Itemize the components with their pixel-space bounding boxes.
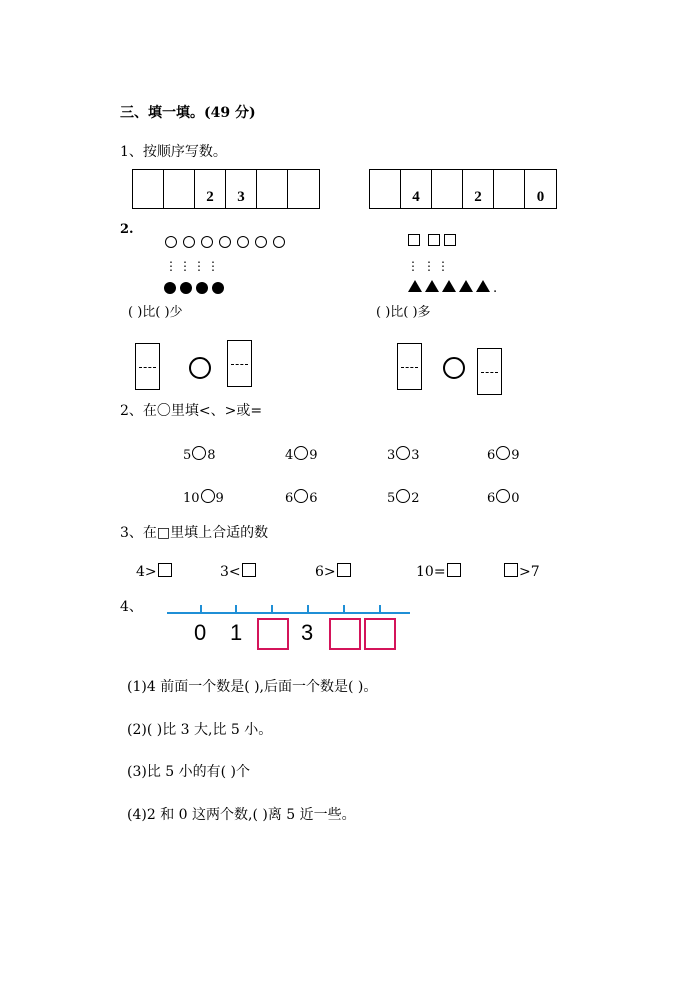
answer-square[interactable] [504,563,518,577]
compare-sentence-left: ( )比( )少 [128,305,183,320]
triangle-icon [408,280,422,292]
fill-item: 3< [220,563,257,581]
compare-item: 5 2 [387,491,420,506]
square-row [408,231,460,250]
filled-dot-icon [212,282,224,294]
compare-circle[interactable] [496,446,510,460]
number-line-answer-box[interactable] [364,618,396,650]
triangle-icon [459,280,473,292]
sequence-grid-left [132,169,320,209]
filled-dot-icon [180,282,192,294]
compare-circle[interactable] [396,489,410,503]
answer-box[interactable] [477,348,502,395]
ring-icon [201,236,213,248]
compare-item: 6 0 [487,491,520,506]
answer-square[interactable] [242,563,256,577]
triangle-icon [425,280,439,292]
ring-icon [273,236,285,248]
q4-sub-2: (2)( )比 3 大,比 5 小。 [127,722,273,738]
filled-dot-icon [196,282,208,294]
triangle-row [408,277,497,297]
ring-icon [237,236,249,248]
compare-circle[interactable] [189,357,211,379]
triangle-icon [442,280,456,292]
filled-dot-icon [164,282,176,294]
q2-label: 2、在〇里填<、>或= [120,403,263,419]
answer-box[interactable] [135,343,160,390]
fill-item: 6> [315,563,352,581]
number-line-answer-box[interactable] [257,618,289,650]
grid-cell[interactable] [164,170,195,208]
number-line-label: 0 [194,620,207,645]
square-icon [428,234,440,246]
q2a-label: 2. [120,222,134,237]
answer-square[interactable] [447,563,461,577]
q4-sub-4: (4)2 和 0 这两个数,( )离 5 近一些。 [127,807,356,823]
ring-icon [255,236,267,248]
number-line-tick [200,605,202,613]
grid-cell[interactable] [432,170,463,208]
compare-circle[interactable] [396,446,410,460]
compare-circle[interactable] [496,489,510,503]
answer-box[interactable] [227,340,252,387]
q4-label: 4、 [120,599,143,615]
fill-item: >7 [503,563,540,581]
ring-icon [165,236,177,248]
grid-cell: 2 [463,170,494,208]
ring-row [165,233,291,252]
number-line-tick [379,605,381,613]
triangle-icon [476,280,490,292]
grid-cell: 4 [401,170,432,208]
q4-sub-3: (3)比 5 小的有( )个 [127,764,251,780]
section-title: 三、填一填。(49 分) [120,105,256,121]
sequence-grid-right [369,169,557,209]
dot-row [164,279,228,298]
compare-item: 10 9 [183,491,224,506]
grid-cell[interactable] [370,170,401,208]
answer-square[interactable] [337,563,351,577]
number-line-answer-box[interactable] [329,618,361,650]
dotted-connectors-left: ⋮ ⋮ ⋮ ⋮ [165,259,219,273]
compare-item: 3 3 [387,448,420,463]
q3-label: 3、在□里填上合适的数 [120,525,269,541]
number-line-label: 1 [230,620,243,645]
grid-cell[interactable] [494,170,525,208]
compare-circle[interactable] [294,446,308,460]
grid-cell[interactable] [257,170,288,208]
compare-item: 4 9 [285,448,318,463]
grid-cell: 2 [195,170,226,208]
compare-item: 6 9 [487,448,520,463]
number-line-tick [307,605,309,613]
compare-circle[interactable] [192,446,206,460]
number-line-tick [235,605,237,613]
compare-circle[interactable] [294,489,308,503]
square-icon [444,234,456,246]
fill-item: 10= [416,563,462,581]
number-line-tick [271,605,273,613]
compare-item: 5 8 [183,448,216,463]
square-icon [408,234,420,246]
grid-cell: 0 [536,189,545,205]
number-line-label: 3 [301,620,314,645]
q4-sub-1: (1)4 前面一个数是( ),后面一个数是( )。 [127,679,378,695]
compare-item: 6 6 [285,491,318,506]
grid-cell[interactable] [288,170,319,208]
number-line [167,612,410,614]
ring-icon [183,236,195,248]
number-line-tick [343,605,345,613]
grid-cell: 3 [226,170,257,208]
compare-circle[interactable] [201,489,215,503]
compare-circle[interactable] [443,357,465,379]
ring-icon [219,236,231,248]
trailing-dot: . [493,281,498,296]
answer-box[interactable] [397,343,422,390]
q1-label: 1、按顺序写数。 [120,144,227,160]
fill-item: 4> [136,563,173,581]
grid-cell[interactable] [133,170,164,208]
answer-square[interactable] [158,563,172,577]
compare-sentence-right: ( )比( )多 [376,305,431,320]
dotted-connectors-right: ⋮ ⋮ ⋮ [407,259,449,273]
